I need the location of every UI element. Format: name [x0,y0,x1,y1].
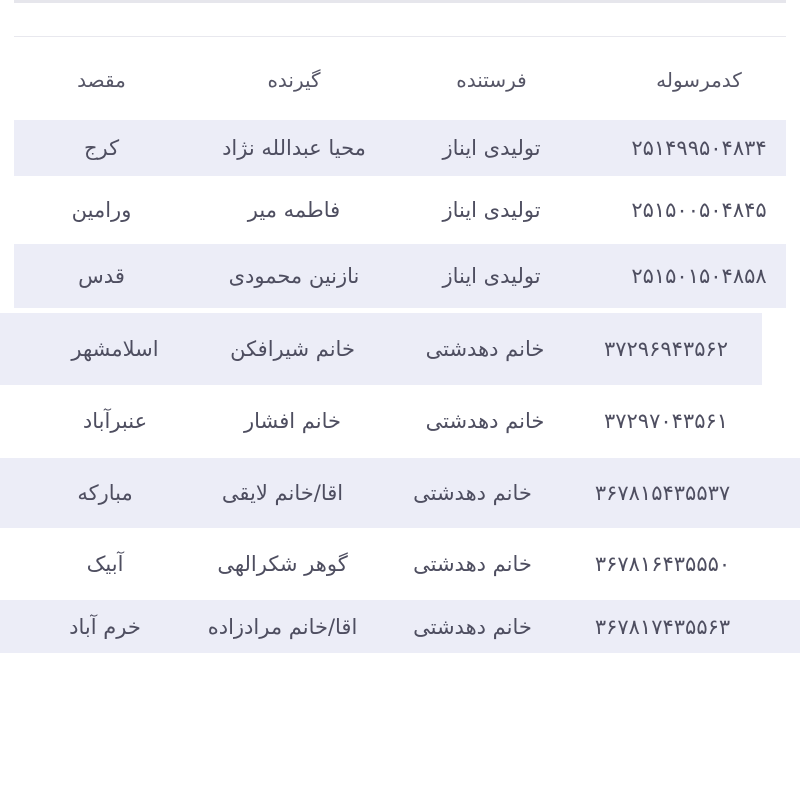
table-row[interactable] [14,120,786,176]
sender-name: تولیدی ایناز [442,264,541,288]
destination-city: مبارکه [77,481,133,505]
table-row[interactable] [14,244,786,308]
sender-name: خانم دهدشتی [425,337,545,361]
shipment-code: ۳۶۷۸۱۶۴۳۵۵۵۰ [594,552,731,576]
destination-city: ورامین [71,198,132,222]
sender-name: خانم دهدشتی [413,552,532,576]
header-destination: مقصد [77,68,126,92]
shipment-code: ۳۶۷۸۱۵۴۳۵۵۳۷ [594,481,731,505]
sender-name: خانم دهدشتی [413,614,532,639]
shipment-code: ۳۶۷۸۱۷۴۳۵۵۶۳ [594,614,731,639]
sender-name: تولیدی ایناز [442,198,541,222]
shipment-code: ۲۵۱۵۰۰۵۰۴۸۴۵ [631,198,767,222]
destination-city: آبیک [86,552,124,576]
destination-city: خرم آباد [69,614,141,639]
receiver-name: نازنین محمودی [228,264,360,288]
destination-city: کرج [83,136,120,160]
table-row[interactable] [14,179,786,241]
table-row[interactable] [0,313,762,385]
table-row[interactable] [0,388,762,454]
header-divider [14,36,786,37]
receiver-name: خانم افشار [243,409,342,433]
shipment-code: ۳۷۲۹۷۰۴۳۵۶۱ [603,409,729,433]
receiver-name: اقا/خانم مرادزاده [207,614,358,639]
receiver-name: محیا عبدالله نژاد [222,136,366,160]
header-receiver: گیرنده [267,68,321,92]
sender-name: خانم دهدشتی [413,481,532,505]
table-row[interactable] [0,531,800,597]
table-header [14,50,786,110]
shipment-code: ۳۷۲۹۶۹۴۳۵۶۲ [603,337,729,361]
receiver-name: فاطمه میر [247,198,341,222]
destination-city: عنبرآباد [82,409,148,433]
destination-city: قدس [78,264,125,288]
top-divider [14,0,786,3]
receiver-name: اقا/خانم لایقی [221,481,344,505]
shipment-code: ۲۵۱۴۹۹۵۰۴۸۳۴ [631,136,767,160]
destination-city: اسلامشهر [71,337,159,361]
header-sender: فرستنده [456,68,527,92]
table-row[interactable] [0,458,800,528]
receiver-name: گوهر شکرالهی [217,552,348,576]
sender-name: خانم دهدشتی [425,409,545,433]
table-row[interactable] [0,600,800,653]
shipment-code: ۲۵۱۵۰۱۵۰۴۸۵۸ [631,264,767,288]
header-code: کدمرسوله [656,68,742,92]
sender-name: تولیدی ایناز [442,136,541,160]
receiver-name: خانم شیرافکن [230,337,355,361]
